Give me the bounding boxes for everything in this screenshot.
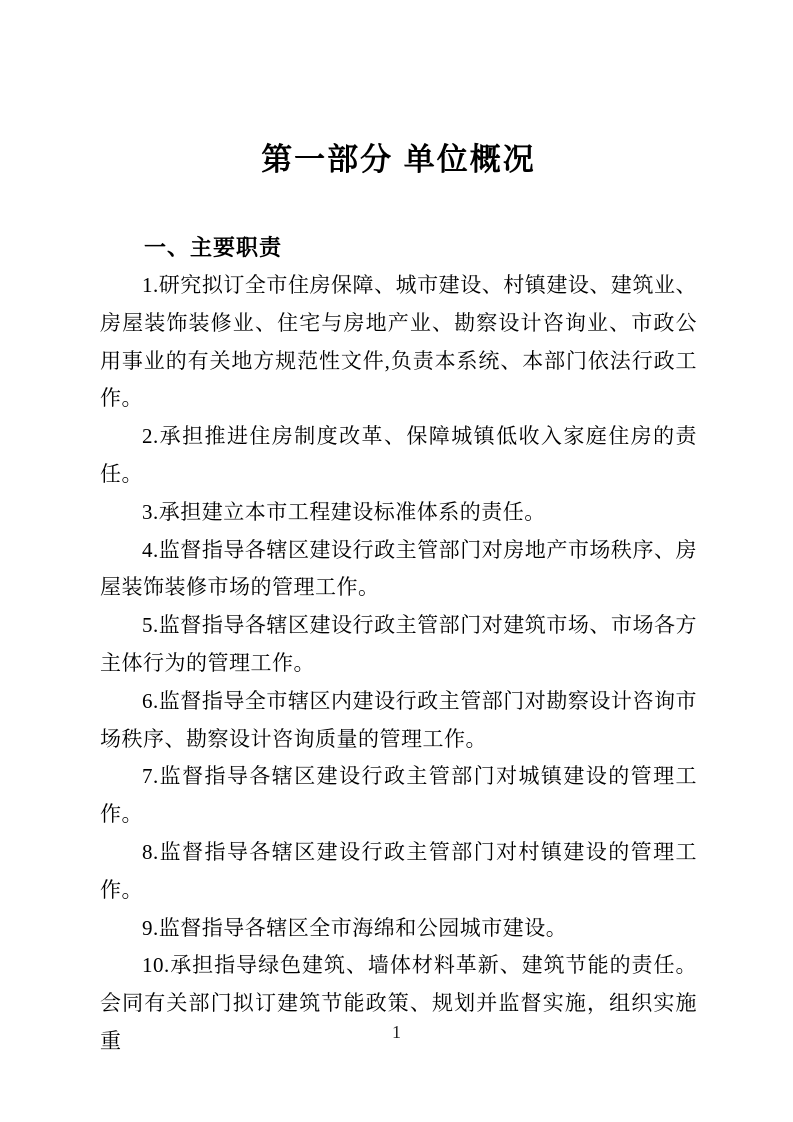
paragraph-10: 10.承担指导绿色建筑、墙体材料革新、建筑节能的责任。会同有关部门拟订建筑节能政策、规划并监督实施，组织实施重 [100,953,697,1053]
paragraph-1: 1.研究拟订全市住房保障、城市建设、村镇建设、建筑业、房屋装饰装修业、住宅与房地产业、勘察设计咨询业、市政公用事业的有关地方规范性文件,负责本系统、本部门依法行政工作。 [100,273,697,411]
document-title: 第一部分 单位概况 [261,142,536,177]
page-number: 1 [392,1022,401,1042]
page-content [100,0,697,1061]
paragraph-9: 9.监督指导各辖区全市海绵和公园城市建设。 [142,915,568,940]
paragraph-6: 6.监督指导全市辖区内建设行政主管部门对勘察设计咨询市场秩序、勘察设计咨询质量的管理工作。 [100,688,697,751]
paragraph-4: 4.监督指导各辖区建设行政主管部门对房地产市场秩序、房屋装饰装修市场的管理工作。 [100,537,697,600]
section-heading: 一、主要职责 [144,235,283,260]
paragraph-5: 5.监督指导各辖区建设行政主管部门对建筑市场、市场各方主体行为的管理工作。 [100,613,697,675]
responsibility-list [100,267,697,1061]
paragraph-3: 3.承担建立本市工程建设标准体系的责任。 [142,499,546,524]
paragraph-8: 8.监督指导各辖区建设行政主管部门对村镇建设的管理工作。 [100,839,697,902]
paragraph-2: 2.承担推进住房制度改革、保障城镇低收入家庭住房的责任。 [100,424,697,486]
paragraph-7: 7.监督指导各辖区建设行政主管部门对城镇建设的管理工作。 [100,764,697,827]
